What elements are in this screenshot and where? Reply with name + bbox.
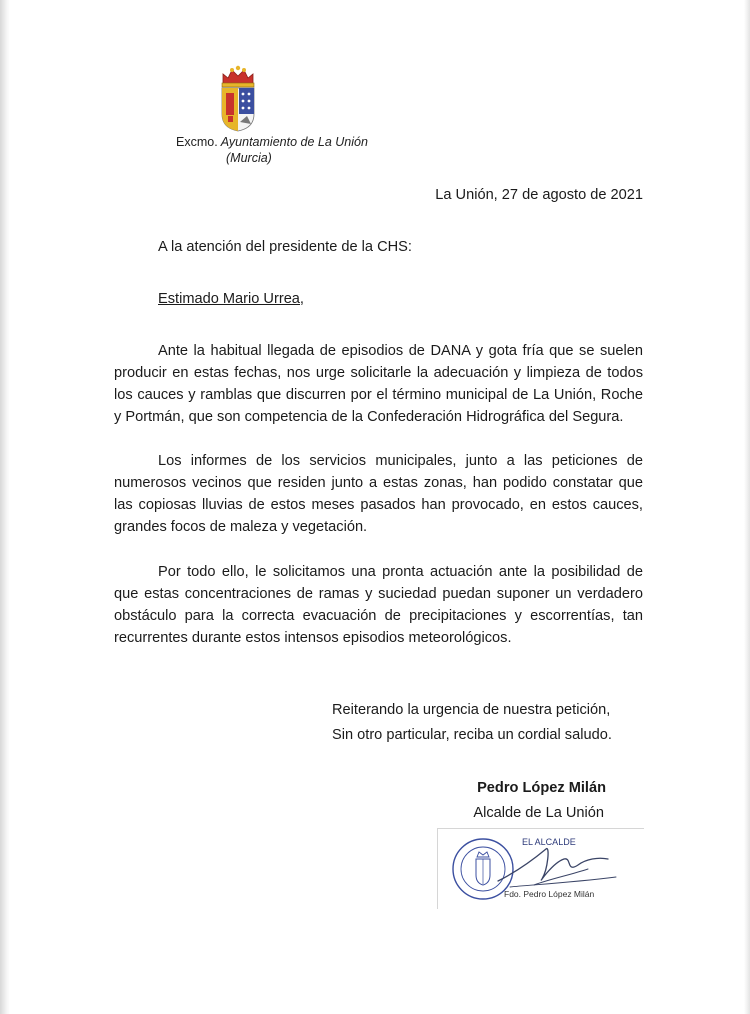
closing-line-1: Reiterando la urgencia de nuestra petición,: [332, 702, 611, 718]
signatory-title: Alcalde de La Unión: [473, 805, 604, 821]
page-left-shadow: [0, 0, 10, 1014]
closing-line-2: Sin otro particular, reciba un cordial saludo.: [332, 727, 612, 743]
letterhead-prefix: Excmo.: [176, 135, 218, 149]
letterhead-province: (Murcia): [226, 151, 272, 165]
recipient-line: A la atención del presidente de la CHS:: [158, 239, 412, 255]
municipal-crest-icon: [219, 64, 257, 132]
stamp-signed-name: Fdo. Pedro López Milán: [504, 889, 595, 899]
letterhead-organization: [176, 135, 368, 149]
body-paragraph-2: Los informes de los servicios municipales, junto a las peticiones de numerosos vecinos que residen junto a estas zonas, han podido constatar que las copiosas lluvias de estos meses pasados han provocado, en estos cauces, grandes focos de maleza y vegetación.: [114, 453, 643, 535]
letterhead-name: Ayuntamiento de La Unión: [220, 135, 368, 149]
signatory-name: Pedro López Milán: [477, 780, 606, 796]
stamp-title: EL ALCALDE: [522, 837, 576, 847]
date-line: La Unión, 27 de agosto de 2021: [435, 187, 643, 203]
body-paragraph-3: Por todo ello, le solicitamos una pronta actuación ante la posibilidad de que estas concentraciones de ramas y suciedad puedan suponer un verdadero obstáculo para la correcta evacuación de precipitaciones y escorrentías, tan recurrentes durante estos intensos episodios meteorológicos.: [114, 564, 643, 646]
signature-stamp-area: [437, 828, 644, 909]
salutation: Estimado Mario Urrea,: [158, 291, 304, 307]
page-right-shadow: [744, 0, 750, 1014]
body-paragraph-1: Ante la habitual llegada de episodios de DANA y gota fría que se suelen producir en estas fechas, nos urge solicitarle la adecuación y limpieza de todos los cauces y ramblas que discurren por el término municipal de La Unión, Roche y Portmán, que son competencia de la Confederación Hidrográfica del Segura.: [114, 343, 643, 425]
